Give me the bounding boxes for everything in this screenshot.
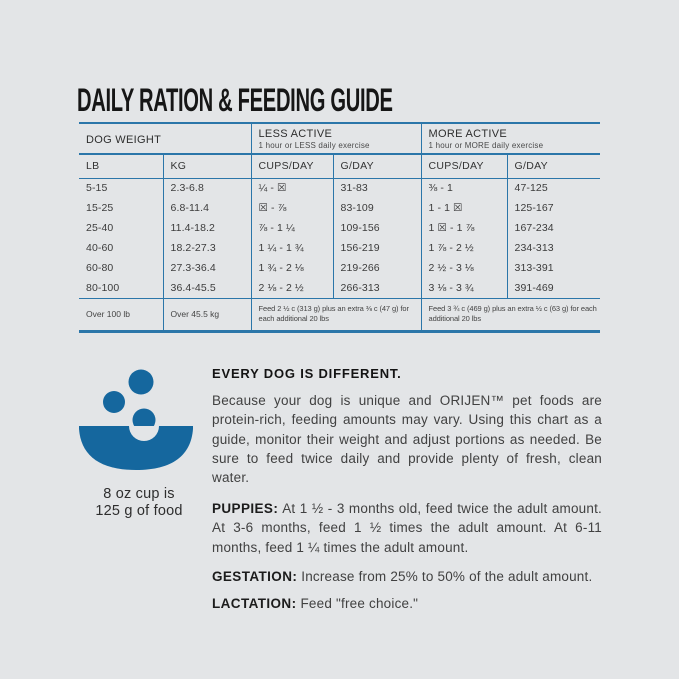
- more-active-extra-note: Feed 3 ¾ c (469 g) plus an extra ½ c (63 g) for each additional 20 lbs: [421, 298, 600, 331]
- less-active-header: [251, 123, 421, 154]
- col-header-cups-less: CUPS/DAY: [251, 154, 333, 178]
- col-header-cups-more: CUPS/DAY: [421, 154, 507, 178]
- table-cell: 11.4-18.2: [163, 218, 251, 238]
- puppies-text: At 1 ½ - 3 months old, feed twice the adult amount. At 3-6 months, feed 1 ½ times the adult amount. At 6-11 months, feed 1 ¼ times the adult amount.: [212, 501, 602, 555]
- table-cell: 2 ½ - 3 ⅛: [421, 258, 507, 278]
- table-cell: 47-125: [507, 178, 600, 198]
- table-group-header-row: [79, 123, 600, 154]
- table-row: [79, 198, 600, 218]
- table-row: [79, 238, 600, 258]
- table-cell: 167-234: [507, 218, 600, 238]
- table-cell: 109-156: [333, 218, 421, 238]
- table-cell: ☒ - ⅞: [251, 198, 333, 218]
- table-cell: 391-469: [507, 278, 600, 298]
- dog-weight-header: [79, 123, 251, 154]
- over-100lb-cell: Over 100 lb: [79, 298, 163, 331]
- table-row: [79, 178, 600, 198]
- over-45kg-cell: Over 45.5 kg: [163, 298, 251, 331]
- intro-paragraph: Because your dog is unique and ORIJEN™ pet foods are protein-rich, feeding amounts may vary. Using this chart as a guide, monitor their weight and adjust portions as needed. Be sure to feed twice daily and provide plenty of fresh, clean water.: [212, 393, 602, 486]
- table-cell: ⅞ - 1 ¼: [251, 218, 333, 238]
- lactation-label: LACTATION:: [212, 596, 297, 611]
- kibble-circle-top: [129, 370, 154, 395]
- table-cell: 40-60: [86, 242, 114, 254]
- col-header-g-more: G/DAY: [507, 154, 600, 178]
- gestation-paragraph: [212, 567, 602, 586]
- table-cell: 3 ⅛ - 3 ¾: [421, 278, 507, 298]
- table-cell: 125-167: [507, 198, 600, 218]
- table-cell: 1 ⅞ - 2 ½: [421, 238, 507, 258]
- table-cell: 36.4-45.5: [163, 278, 251, 298]
- table-row: [79, 278, 600, 298]
- feeding-table-grid: [79, 122, 600, 333]
- cup-caption-line1: 8 oz cup is: [103, 486, 175, 502]
- table-cell: 6.8-11.4: [163, 198, 251, 218]
- table-cell: 2.3-6.8: [163, 178, 251, 198]
- table-cell: 60-80: [86, 262, 114, 274]
- table-cell: 219-266: [333, 258, 421, 278]
- lactation-paragraph: [212, 594, 602, 613]
- puppies-paragraph: [212, 499, 602, 557]
- col-header-kg: KG: [163, 154, 251, 178]
- table-cell: 15-25: [86, 202, 114, 214]
- table-cell: 1 ¾ - 2 ⅛: [251, 258, 333, 278]
- more-active-subtitle: 1 hour or MORE daily exercise: [428, 141, 544, 150]
- less-active-label: LESS ACTIVE: [258, 128, 333, 140]
- gestation-text: Increase from 25% to 50% of the adult amount.: [301, 569, 593, 584]
- table-cell: 5-15: [86, 182, 108, 195]
- table-cell: 1 ¼ - 1 ¾: [251, 238, 333, 258]
- table-cell: 1 - 1 ☒: [421, 198, 507, 218]
- less-active-subtitle: 1 hour or LESS daily exercise: [258, 141, 370, 150]
- puppies-label: PUPPIES:: [212, 501, 279, 516]
- col-header-lb: LB: [79, 154, 163, 178]
- gestation-label: GESTATION:: [212, 569, 298, 584]
- col-header-g-less: G/DAY: [333, 154, 421, 178]
- table-cell: 18.2-27.3: [163, 238, 251, 258]
- table-row: [79, 258, 600, 278]
- table-row: [79, 218, 600, 238]
- kibble-circle-left: [103, 391, 125, 413]
- table-cell: 266-313: [333, 278, 421, 298]
- table-footer-row: [79, 298, 600, 331]
- table-cell: 156-219: [333, 238, 421, 258]
- less-active-extra-note: Feed 2 ½ c (313 g) plus an extra ⅜ c (47 g) for each additional 20 lbs: [251, 298, 421, 331]
- table-cell: 25-40: [86, 222, 114, 234]
- table-cell: ⅜ - 1: [421, 178, 507, 198]
- info-heading: EVERY DOG IS DIFFERENT.: [212, 366, 402, 381]
- more-active-label: MORE ACTIVE: [428, 128, 507, 140]
- table-cell: 2 ⅛ - 2 ½: [251, 278, 333, 298]
- table-cell: 31-83: [333, 178, 421, 198]
- table-cell: ¼ - ☒: [251, 178, 333, 198]
- table-cell: 313-391: [507, 258, 600, 278]
- more-active-header: [421, 123, 600, 154]
- lactation-text: Feed "free choice.": [300, 596, 419, 611]
- dog-weight-label: DOG WEIGHT: [86, 133, 162, 146]
- table-cell: 234-313: [507, 238, 600, 258]
- feeding-table: [79, 122, 600, 333]
- table-cell: 83-109: [333, 198, 421, 218]
- page-title: DAILY RATION & FEEDING GUIDE: [77, 82, 393, 118]
- table-cell: 80-100: [86, 281, 120, 294]
- food-cup-icon: [77, 361, 199, 479]
- table-column-header-row: [79, 154, 600, 178]
- table-cell: 1 ☒ - 1 ⅞: [421, 218, 507, 238]
- table-cell: 27.3-36.4: [163, 258, 251, 278]
- cup-caption-line2: 125 g of food: [95, 503, 183, 519]
- cup-caption: [64, 486, 214, 520]
